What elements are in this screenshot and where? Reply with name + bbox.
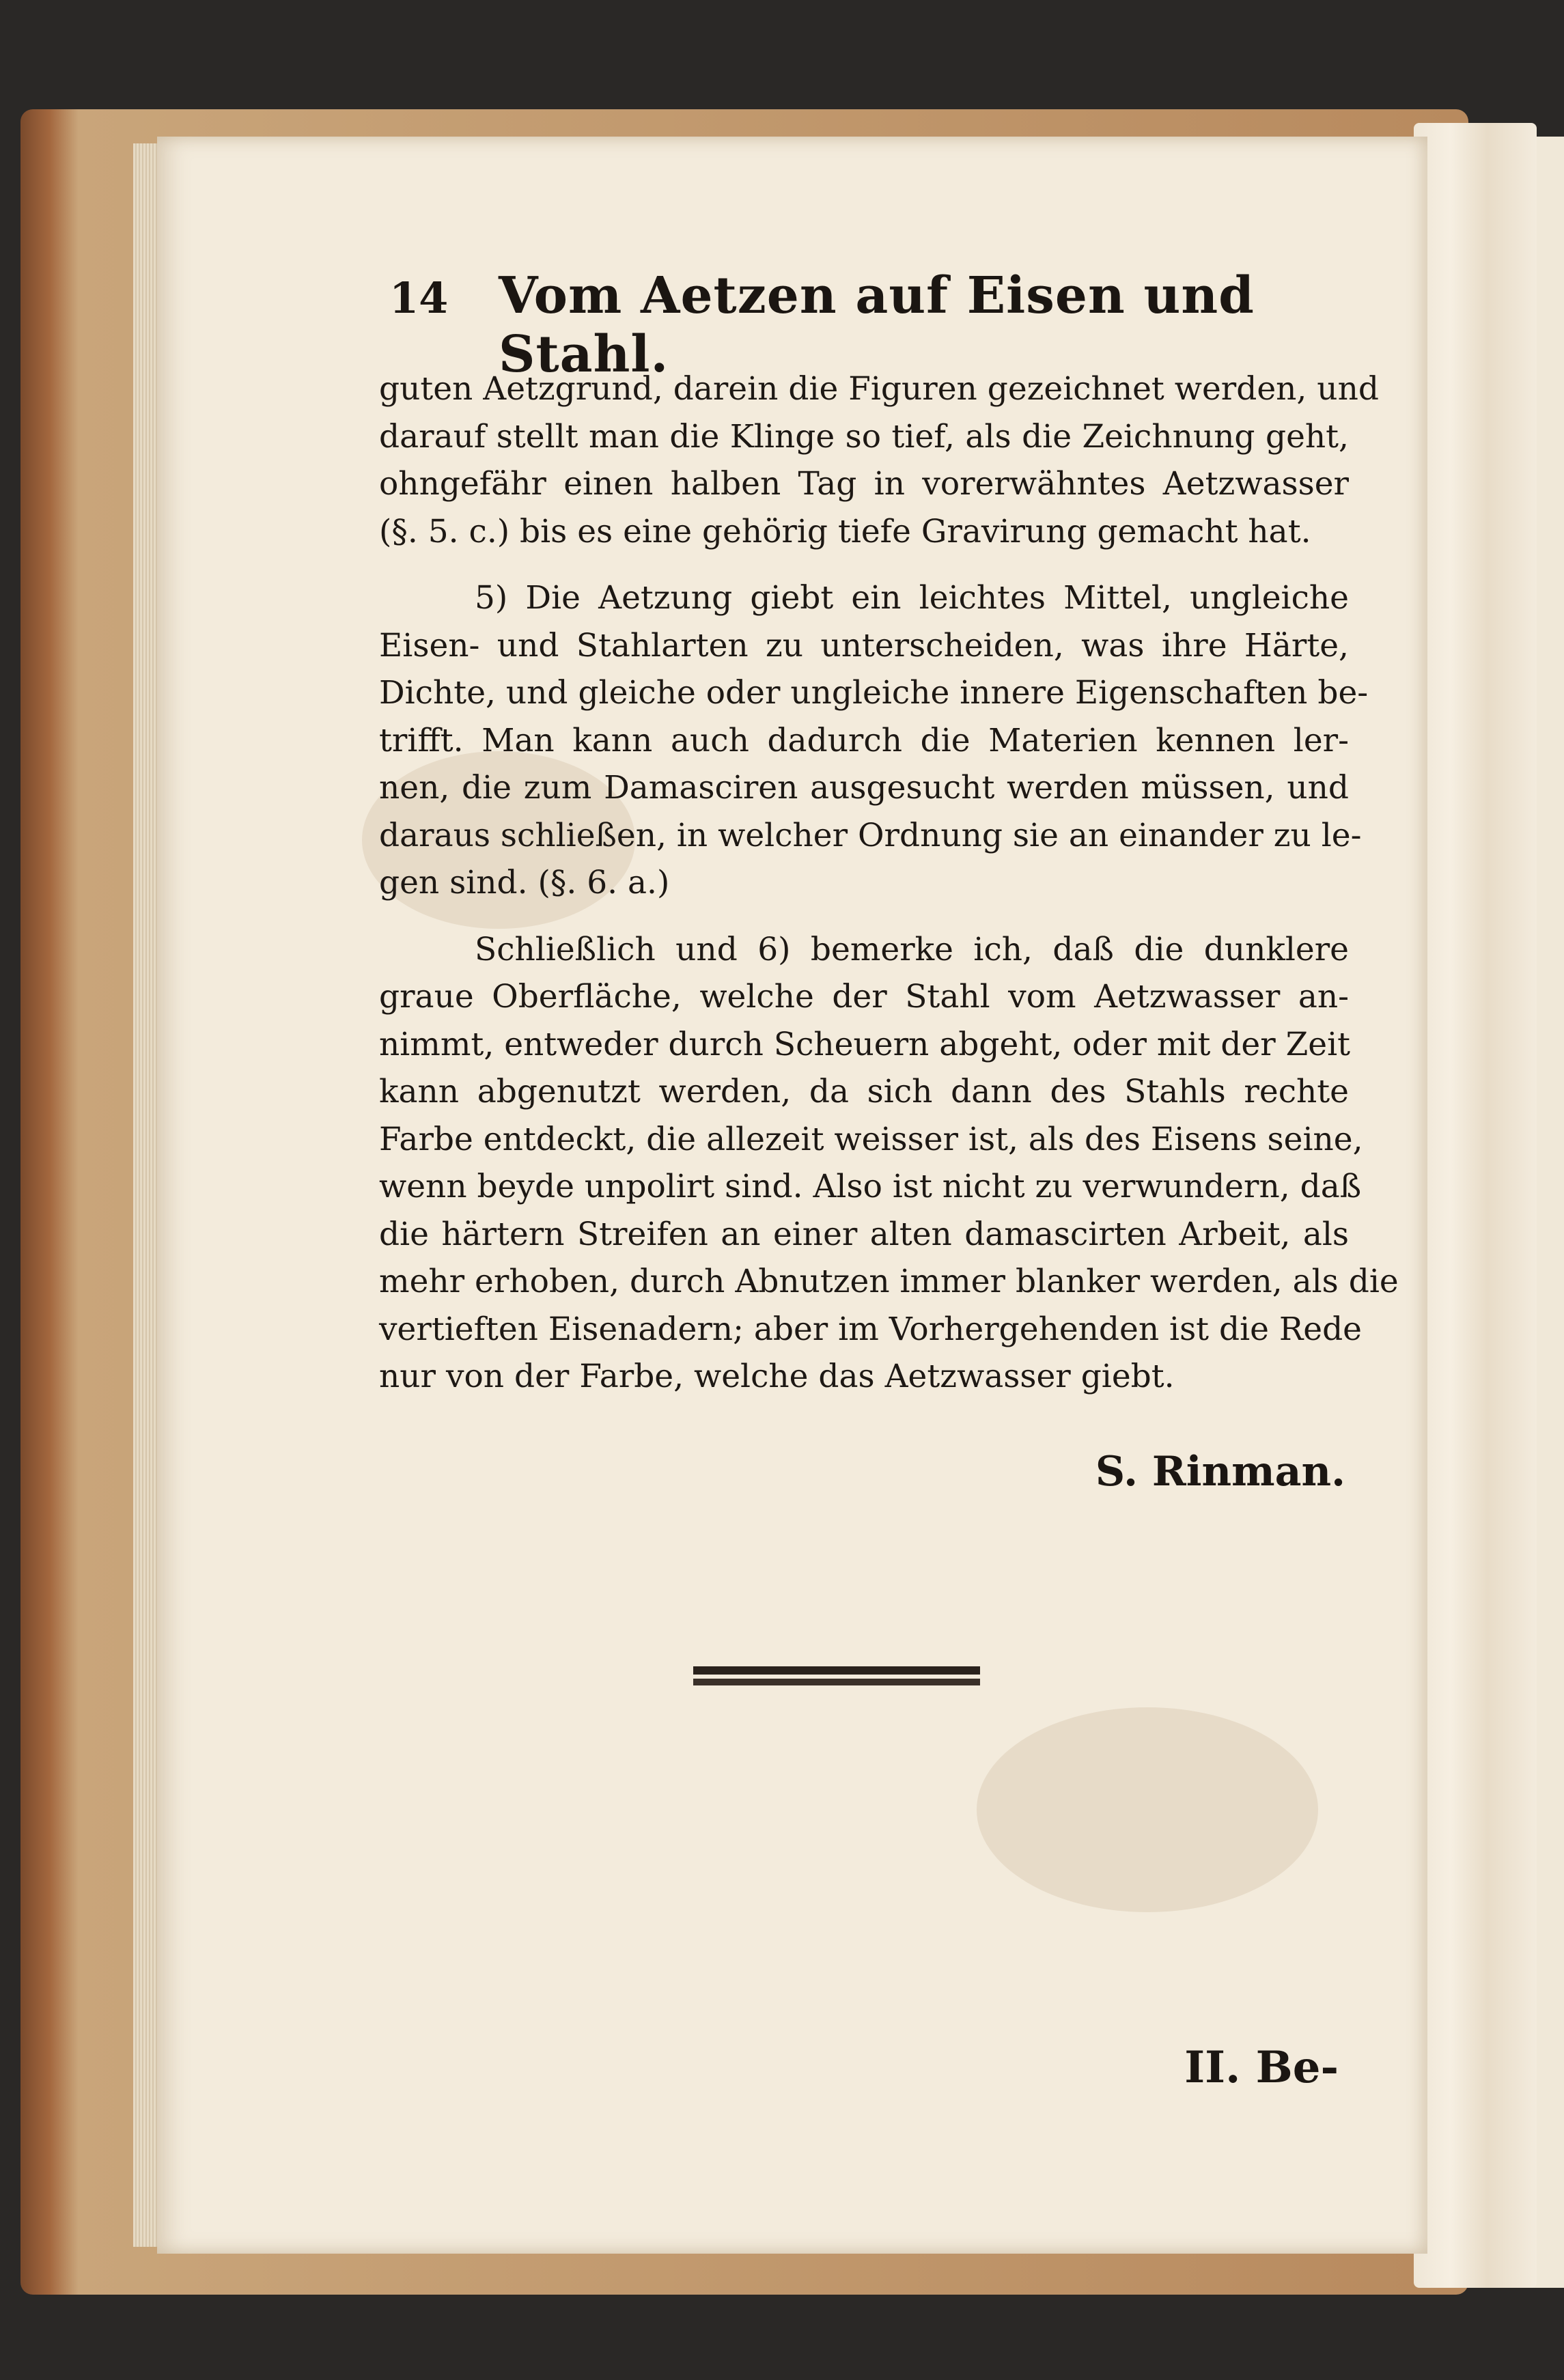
author-signature: S. Rinman. (1095, 1448, 1345, 1496)
text-line: mehr erhoben, durch Abnutzen immer blanker werden, als die (379, 1263, 1399, 1300)
text-line: Dichte, und gleiche oder ungleiche innere Eigenschaften be- (379, 674, 1369, 712)
text-line: nimmt, entweder durch Scheuern abgeht, oder mit der Zeit (379, 1025, 1351, 1063)
text-line: vertieften Eisenadern; aber im Vorhergehenden ist die Rede (379, 1310, 1362, 1348)
page-stack-gutter (133, 143, 160, 2247)
text-line: nur von der Farbe, welche das Aetzwasser giebt. (379, 1358, 1175, 1395)
paragraph-2 (379, 574, 1369, 907)
catchword: II. Be- (1184, 2042, 1339, 2093)
body-text (379, 365, 1399, 1420)
text-line: (§. 5. c.) bis es eine gehörig tiefe Gravirung gemacht hat. (379, 512, 1311, 550)
section-end-ornament (693, 1666, 980, 1690)
ornament-rule (693, 1679, 980, 1685)
text-line: Eisen- und Stahlarten zu unterscheiden, was ihre Härte, (379, 626, 1349, 664)
text-line: daraus schließen, in welcher Ordnung sie an einander zu le- (379, 816, 1362, 854)
text-line: graue Oberfläche, welche der Stahl vom Aetzwasser an- (379, 978, 1349, 1016)
text-line: die härtern Streifen an einer alten damascirten Arbeit, als (379, 1215, 1349, 1253)
text-line: kann abgenutzt werden, da sich dann des Stahls rechte (379, 1073, 1349, 1110)
ornament-rule (693, 1666, 980, 1675)
text-line: wenn beyde unpolirt sind. Also ist nicht zu verwundern, daß (379, 1168, 1362, 1205)
paragraph-1 (379, 365, 1379, 555)
page-number: 14 (389, 273, 449, 323)
text-line: nen, die zum Damasciren ausgesucht werden müssen, und (379, 769, 1349, 807)
paper-stain (977, 1707, 1318, 1912)
text-line: 5) Die Aetzung giebt ein leichtes Mittel, ungleiche (475, 579, 1349, 617)
text-line: trifft. Man kann auch dadurch die Materien kennen ler- (379, 721, 1349, 759)
text-line: Schließlich und 6) bemerke ich, daß die dunklere (475, 930, 1349, 968)
page-fore-edge (1414, 123, 1537, 2288)
text-line: Farbe entdeckt, die allezeit weisser ist, als des Eisens seine, (379, 1120, 1363, 1158)
page-header (389, 266, 1345, 384)
text-line: darauf stellt man die Klinge so tief, als die Zeichnung geht, (379, 417, 1349, 456)
text-line: gen sind. (§. 6. a.) (379, 864, 670, 901)
text-line: guten Aetzgrund, darein die Figuren gezeichnet werden, und (379, 370, 1379, 408)
text-line: ohngefähr einen halben Tag in vorerwähntes Aetzwasser (379, 465, 1349, 503)
running-title: Vom Aetzen auf Eisen und Stahl. (499, 266, 1255, 384)
paragraph-3 (379, 926, 1399, 1401)
